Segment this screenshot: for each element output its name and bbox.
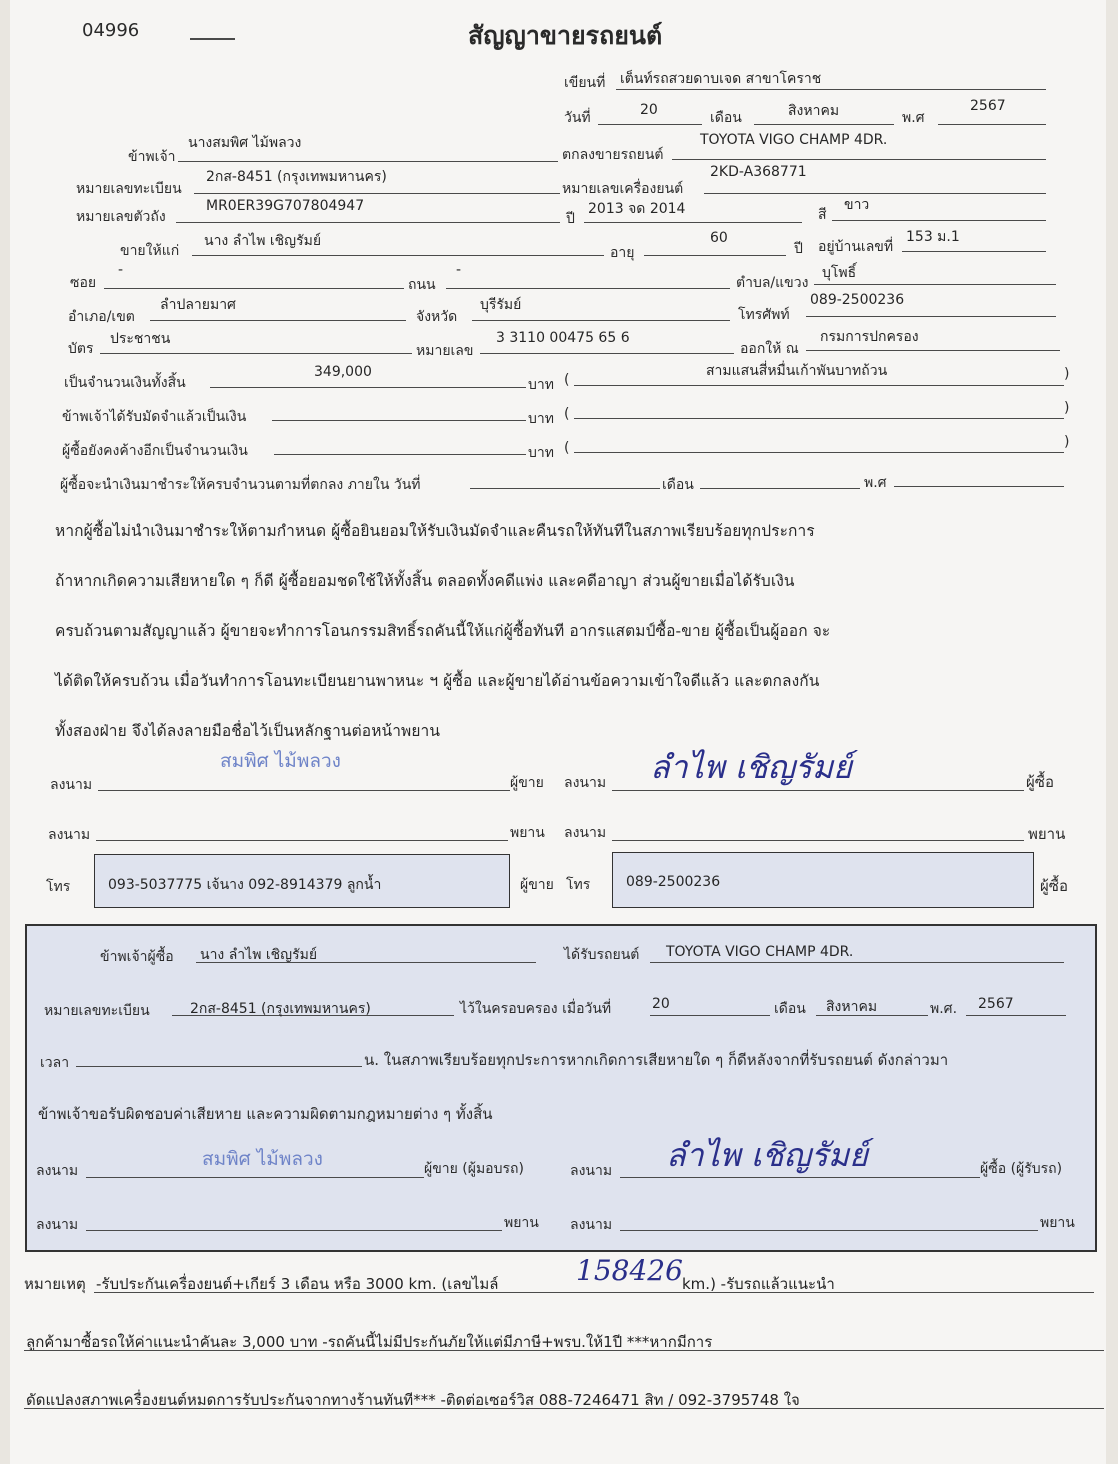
road-value: - bbox=[456, 262, 462, 278]
id-no-label: หมายเลข bbox=[416, 343, 474, 359]
age-label: อายุ bbox=[610, 245, 635, 261]
phone-label-1: โทร bbox=[46, 879, 71, 895]
province-label: จังหวัด bbox=[416, 309, 458, 325]
contract-page bbox=[10, 0, 1106, 1464]
house-no-label: อยู่บ้านเลขที่ bbox=[818, 239, 894, 255]
seller-role-1: ผู้ขาย bbox=[510, 775, 544, 791]
road-label: ถนน bbox=[408, 277, 436, 293]
issued-by-label: ออกให้ ณ bbox=[740, 341, 799, 357]
engine-line bbox=[704, 193, 1046, 194]
number-dash bbox=[190, 38, 235, 40]
deposit-label: ข้าพเจ้าได้รับมัดจำแล้วเป็นเงิน bbox=[62, 409, 247, 425]
i-label: ข้าพเจ้า bbox=[128, 149, 176, 165]
seller-name-line bbox=[178, 161, 558, 162]
receipt-seller-sign-line bbox=[86, 1177, 424, 1178]
phone-line bbox=[806, 316, 1056, 317]
baht-label-1: บาท bbox=[528, 377, 554, 393]
document-number: 04996 bbox=[82, 20, 140, 41]
receipt-time-label: เวลา bbox=[40, 1055, 70, 1071]
receipt-sign-label-3: ลงนาม bbox=[36, 1217, 79, 1233]
district-line bbox=[150, 320, 406, 321]
district-label: อำเภอ/เขต bbox=[68, 309, 135, 325]
sign-label-2: ลงนาม bbox=[564, 775, 607, 791]
year-value: 2013 จด 2014 bbox=[588, 201, 686, 217]
notes-line-1a: -รับประกันเครื่องยนต์+เกียร์ 3 เดือน หรือ 3000 km. (เลขไมล์ bbox=[96, 1275, 499, 1293]
pay-year-line bbox=[894, 486, 1064, 487]
date-year: 2567 bbox=[970, 98, 1006, 114]
year-line bbox=[584, 222, 802, 223]
witness-line-1 bbox=[96, 840, 508, 841]
pay-year-label: พ.ศ bbox=[864, 475, 887, 491]
plate-label: หมายเลขทะเบียน bbox=[76, 181, 182, 197]
province-line bbox=[472, 320, 730, 321]
sign-label-1: ลงนาม bbox=[50, 777, 93, 793]
written-at-label: เขียนที่ bbox=[564, 75, 606, 91]
soi-line bbox=[104, 288, 404, 289]
total-amount-text: สามแสนสี่หมื่นเก้าพันบาทถ้วน bbox=[706, 363, 888, 379]
notes-mileage: 158426 bbox=[576, 1254, 683, 1287]
baht-label-3: บาท bbox=[528, 445, 554, 461]
engine-label: หมายเลขเครื่องยนต์ bbox=[562, 181, 684, 197]
receipt-responsibility: ข้าพเจ้าขอรับผิดชอบค่าเสียหาย และความผิดตามกฎหมายต่าง ๆ ทั้งสิ้น bbox=[38, 1105, 493, 1123]
receipt-sign-label-1: ลงนาม bbox=[36, 1163, 79, 1179]
receipt-car-model: TOYOTA VIGO CHAMP 4DR. bbox=[666, 944, 854, 960]
phone-label-2: โทร bbox=[566, 877, 591, 893]
sign-label-3: ลงนาม bbox=[48, 827, 91, 843]
receipt-time-text: น. ในสภาพเรียบร้อยทุกประการหากเกิดการเสียหายใด ๆ ก็ดีหลังจากที่รับรถยนต์ ดังกล่าวมา bbox=[364, 1051, 949, 1069]
remaining-line bbox=[274, 454, 526, 455]
receipt-buyer-role: ผู้ซื้อ (ผู้รับรถ) bbox=[980, 1161, 1063, 1177]
total-amount-value: 349,000 bbox=[314, 364, 372, 380]
remaining-text-line bbox=[574, 452, 1064, 453]
pay-month-label: เดือน bbox=[662, 477, 694, 493]
seller-phone: 093-5037775 เจ้นาง 092-8914379 ลูกน้ำ bbox=[108, 877, 382, 893]
receipt-box bbox=[25, 924, 1097, 1252]
receipt-witness-line-1 bbox=[86, 1230, 502, 1231]
year-label: ปี bbox=[566, 211, 575, 227]
year-be-line bbox=[938, 124, 1046, 125]
total-amount-line bbox=[210, 387, 526, 388]
deposit-line bbox=[272, 420, 526, 421]
years-unit: ปี bbox=[794, 241, 803, 257]
chassis-line bbox=[176, 222, 560, 223]
pay-day-line bbox=[470, 488, 660, 489]
pay-month-line bbox=[700, 488, 860, 489]
receipt-time-line bbox=[76, 1066, 362, 1067]
issued-by-value: กรมการปกครอง bbox=[820, 329, 919, 345]
subdistrict-value: บุโพธิ์ bbox=[822, 265, 857, 281]
witness-label-2: พยาน bbox=[1028, 825, 1066, 843]
paragraph-line-4: ได้ติดให้ครบถ้วน เมื่อวันทำการโอนทะเบียนยานพาหนะ ฯ ผู้ซื้อ และผู้ขายได้อ่านข้อความเข้าใจดีแล้ว และตกลงกัน bbox=[55, 672, 820, 690]
house-no-value: 153 ม.1 bbox=[906, 229, 960, 245]
district-value: ลำปลายมาศ bbox=[160, 297, 236, 313]
date-day: 20 bbox=[640, 102, 658, 118]
soi-value: - bbox=[118, 262, 124, 278]
month-label: เดือน bbox=[710, 110, 742, 126]
receipt-buyer-name: นาง ลำไพ เชิญรัมย์ bbox=[200, 947, 318, 963]
receipt-i-buyer-label: ข้าพเจ้าผู้ซื้อ bbox=[100, 949, 174, 965]
receipt-year: 2567 bbox=[978, 996, 1014, 1012]
date-label: วันที่ bbox=[564, 110, 591, 126]
notes-underline-3 bbox=[24, 1408, 1104, 1409]
date-line bbox=[598, 124, 702, 125]
age-line bbox=[644, 255, 786, 256]
receipt-year-label: พ.ศ. bbox=[930, 1001, 958, 1017]
month-line bbox=[754, 124, 894, 125]
notes-label: หมายเหตุ bbox=[24, 1275, 86, 1293]
subdistrict-label: ตำบล/แขวง bbox=[736, 275, 809, 291]
notes-line-1b: km.) -รับรถแล้วแนะนำ bbox=[682, 1275, 835, 1293]
receipt-year-line bbox=[966, 1015, 1066, 1016]
house-no-line bbox=[902, 251, 1046, 252]
receipt-seller-signature: สมพิศ ไม้พลวง bbox=[202, 1148, 323, 1170]
notes-line-2: ลูกค้ามาซื้อรถให้ค่าแนะนำคันละ 3,000 บาท -รถคันนี้ไม่มีประกันภัยให้แต่มีภาษี+พรบ.ให้1ปี ***หากมีการ bbox=[26, 1333, 713, 1351]
notes-line-3: ดัดแปลงสภาพเครื่องยนต์หมดการรับประกันจากทางร้านทันที*** -ติดต่อเซอร์วิส 088-7246471 สิท / 092-3795748 ใจ bbox=[26, 1391, 800, 1409]
seller-name: นางสมพิศ ไม้พลวง bbox=[188, 135, 302, 151]
written-at-value: เต็นท์รถสวยดาบเจด สาขาโคราช bbox=[620, 71, 822, 87]
card-label: บัตร bbox=[68, 341, 94, 357]
paragraph-line-2: ถ้าหากเกิดความเสียหายใด ๆ ก็ดี ผู้ซื้อยอมชดใช้ให้ทั้งสิ้น ตลอดทั้งคดีแพ่ง และคดีอาญา ส่วนผู้ขายเมื่อได้รับเงิน bbox=[55, 572, 795, 590]
chassis-value: MR0ER39G707804947 bbox=[206, 198, 365, 214]
car-model: TOYOTA VIGO CHAMP 4DR. bbox=[700, 132, 888, 148]
id-no-value: 3 3110 00475 65 6 bbox=[496, 330, 630, 346]
chassis-label: หมายเลขตัวถัง bbox=[76, 209, 166, 225]
receipt-possession-label: ไว้ในครอบครอง เมื่อวันที่ bbox=[460, 1001, 612, 1017]
seller-sign-line bbox=[98, 790, 510, 791]
province-value: บุรีรัมย์ bbox=[480, 297, 522, 313]
card-line bbox=[100, 353, 412, 354]
issued-by-line bbox=[806, 350, 1060, 351]
open-paren-3: ( bbox=[564, 440, 570, 456]
receipt-plate: 2กส-8451 (กรุงเทพมหานคร) bbox=[190, 1001, 371, 1017]
close-paren-1: ) bbox=[1064, 366, 1070, 382]
buyer-phone: 089-2500236 bbox=[626, 874, 721, 890]
receipt-witness-line-2 bbox=[620, 1230, 1038, 1231]
remaining-label: ผู้ซื้อยังคงค้างอีกเป็นจำนวนเงิน bbox=[62, 443, 248, 459]
phone-value: 089-2500236 bbox=[810, 292, 905, 308]
receipt-witness-label-1: พยาน bbox=[504, 1215, 539, 1231]
receipt-day: 20 bbox=[652, 996, 670, 1012]
close-paren-2: ) bbox=[1064, 400, 1070, 416]
sell-to-label: ขายให้แก่ bbox=[120, 243, 180, 259]
seller-role-2: ผู้ขาย bbox=[520, 877, 554, 893]
seller-signature: สมพิศ ไม้พลวง bbox=[220, 750, 341, 772]
age-value: 60 bbox=[710, 230, 728, 246]
pay-within-label: ผู้ซื้อจะนำเงินมาชำระให้ครบจำนวนตามที่ตกลง ภายใน วันที่ bbox=[60, 477, 421, 493]
car-model-line bbox=[672, 159, 1046, 160]
open-paren-2: ( bbox=[564, 406, 570, 422]
buyer-name: นาง ลำไพ เชิญรัมย์ bbox=[204, 233, 322, 249]
year-be-label: พ.ศ bbox=[902, 110, 925, 126]
witness-line-2 bbox=[612, 840, 1024, 841]
receipt-buyer-signature: ลำไพ เชิญรัมย์ bbox=[666, 1136, 868, 1174]
color-line bbox=[832, 220, 1046, 221]
agree-sell-label: ตกลงขายรถยนต์ bbox=[562, 147, 664, 163]
deposit-text-line bbox=[574, 418, 1064, 419]
paragraph-line-3: ครบถ้วนตามสัญญาแล้ว ผู้ขายจะทำการโอนกรรมสิทธิ์รถคันนี้ให้แก่ผู้ซื้อทันที อากรแสตมป์ซื้อ-ขาย ผู้ซื้อเป็นผู้ออก จะ bbox=[55, 622, 831, 640]
soi-label: ซอย bbox=[70, 275, 97, 291]
buyer-signature: ลำไพ เชิญรัมย์ bbox=[650, 748, 852, 786]
card-value: ประชาชน bbox=[110, 331, 171, 347]
receipt-plate-label: หมายเลขทะเบียน bbox=[44, 1003, 150, 1019]
receipt-received-car-label: ได้รับรถยนต์ bbox=[564, 947, 640, 963]
phone-label: โทรศัพท์ bbox=[738, 307, 790, 323]
close-paren-3: ) bbox=[1064, 434, 1070, 450]
color-value: ขาว bbox=[844, 197, 870, 213]
road-line bbox=[446, 288, 730, 289]
receipt-day-line bbox=[650, 1015, 770, 1016]
color-label: สี bbox=[818, 207, 827, 223]
amount-text-line bbox=[574, 385, 1064, 386]
plate-value: 2กส-8451 (กรุงเทพมหานคร) bbox=[206, 169, 387, 185]
subdistrict-line bbox=[814, 284, 1056, 285]
notes-underline-2 bbox=[24, 1350, 1104, 1351]
notes-underline-1 bbox=[94, 1292, 1094, 1293]
document-title: สัญญาขายรถยนต์ bbox=[468, 21, 663, 50]
buyer-role-2: ผู้ซื้อ bbox=[1040, 877, 1068, 895]
id-no-line bbox=[480, 353, 734, 354]
date-month: สิงหาคม bbox=[788, 103, 840, 119]
baht-label-2: บาท bbox=[528, 411, 554, 427]
plate-line bbox=[194, 193, 560, 194]
receipt-month: สิงหาคม bbox=[826, 999, 878, 1015]
engine-value: 2KD-A368771 bbox=[710, 164, 807, 180]
paragraph-line-5: ทั้งสองฝ่าย จึงได้ลงลายมือชื่อไว้เป็นหลักฐานต่อหน้าพยาน bbox=[55, 722, 441, 740]
receipt-seller-role: ผู้ขาย (ผู้มอบรถ) bbox=[424, 1161, 524, 1177]
receipt-month-label: เดือน bbox=[774, 1001, 806, 1017]
buyer-role-1: ผู้ซื้อ bbox=[1026, 773, 1054, 791]
receipt-witness-label-2: พยาน bbox=[1040, 1215, 1075, 1231]
witness-label-1: พยาน bbox=[510, 825, 545, 841]
paragraph-line-1: หากผู้ซื้อไม่นำเงินมาชำระให้ตามกำหนด ผู้ซื้อยินยอมให้รับเงินมัดจำและคืนรถให้ทันทีในสภาพเรียบร้อยทุกประการ bbox=[55, 522, 815, 540]
sign-label-4: ลงนาม bbox=[564, 825, 607, 841]
total-amount-label: เป็นจำนวนเงินทั้งสิ้น bbox=[64, 375, 186, 391]
buyer-name-line bbox=[192, 255, 604, 256]
receipt-sign-label-4: ลงนาม bbox=[570, 1217, 613, 1233]
receipt-car-line bbox=[650, 962, 1064, 963]
open-paren-1: ( bbox=[564, 372, 570, 388]
receipt-sign-label-2: ลงนาม bbox=[570, 1163, 613, 1179]
